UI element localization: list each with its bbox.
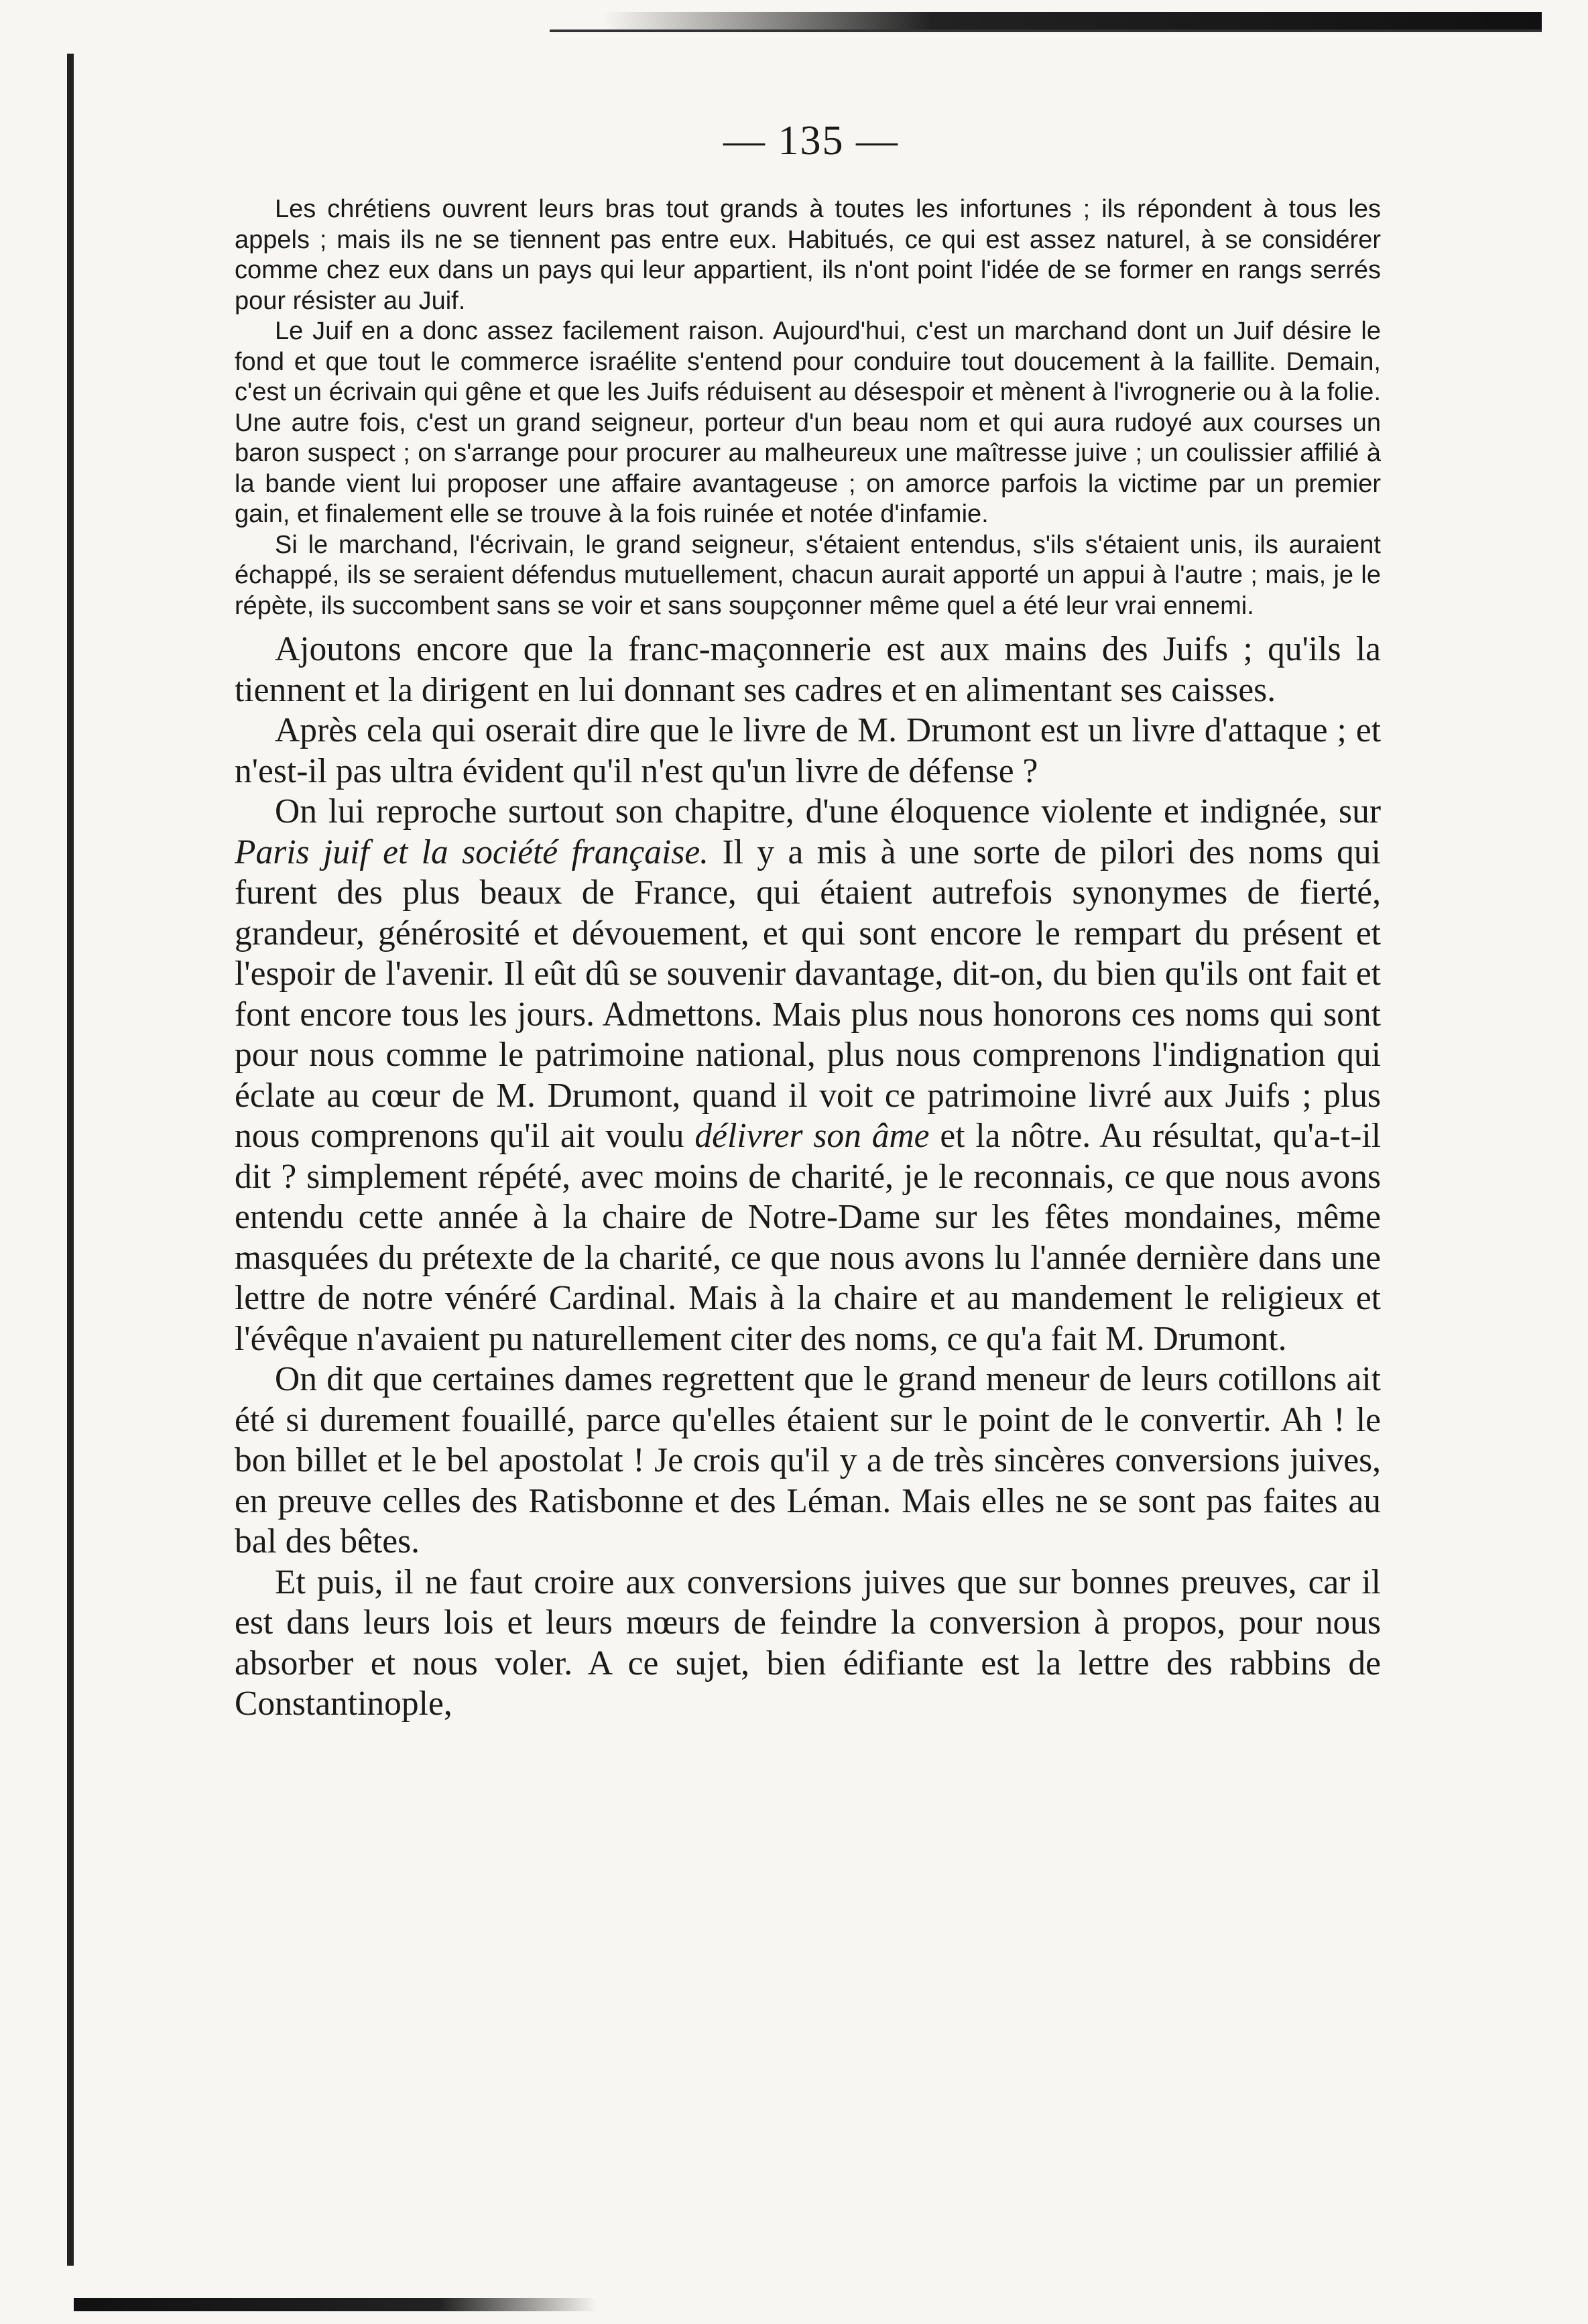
paragraph-chapitre-part-e: et la nôtre. Au résultat, qu'a-t-il dit ? simplement répété, avec moins de charité, je le reconnais, ce que nous avons entendu cette année à la chaire de Notre-Dame sur les fêtes mondaines, même masquées du prétexte de la charité, ce que nous avons lu l'année dernière dans une lettre de notre vénéré Cardinal. Mais à la chaire et au mandement le religieux et l'évêque n'avaient pu naturellement citer des noms, ce qu'a fait M. Drumont. xyxy=(235,1117,1382,1358)
bottom-border-rule xyxy=(74,2298,597,2311)
book-chapter-title: Paris juif et la société française. xyxy=(235,833,709,871)
small-paragraph-2: Le Juif en a donc assez facilement raison. Aujourd'hui, c'est un marchand dont un Juif désire le fond et que tout le commerce israélite s'entend pour conduire tout doucement à la faillite. Demain, c'est un écrivain qui gêne et que les Juifs réduisent au désespoir et mènent à l'ivrognerie ou à la folie. Une autre fois, c'est un grand seigneur, porteur d'un beau nom et qui aura rudoyé aux courses un baron suspect ; on s'arrange pour procurer au malheureux une maîtresse juive ; un coulissier affilié à la bande vient lui proposer une affaire avantageuse ; on amorce parfois la victime par un premier gain, et finalement elle se trouve à la fois ruinée et notée d'infamie. xyxy=(235,317,1381,528)
page-number: — 135 — xyxy=(723,118,899,164)
small-paragraph-1: Les chrétiens ouvrent leurs bras tout grands à toutes les infortunes ; ils répondent à tous les appels ; mais ils ne se tiennent pas entre eux. Habitués, ce qui est assez naturel, à se considérer comme chez eux dans un pays qui leur appartient, ils n'ont point l'idée de se former en rangs serrés pour résister au Juif. xyxy=(235,195,1381,315)
quoted-passage xyxy=(235,194,1381,621)
paragraph-chapitre-part-c: Il y a mis à une sorte de pilori des noms qui furent des plus beaux de France, qui étaient autrefois synonymes de fierté, grandeur, générosité et dévouement, et qui sont encore le rempart du présent et l'espoir de l'avenir. Il eût dû se souvenir davantage, dit-on, du bien qu'ils ont fait et font encore tous les jours. Admettons. Mais plus nous honorons ces noms qui sont pour nous comme le patrimoine national, plus nous comprenons l'indignation qui éclate au cœur de M. Drumont, quand il voit ce patrimoine livré aux Juifs ; plus nous comprenons qu'il ait voulu xyxy=(235,833,1381,1155)
top-border-rule xyxy=(603,12,1542,29)
paragraph-livre-defense: Après cela qui oserait dire que le livre de M. Drumont est un livre d'attaque ; et n'est-il pas ultra évident qu'il n'est qu'un livre de défense ? xyxy=(235,711,1381,790)
paragraph-chapitre-part-a: On lui reproche surtout son chapitre, d'une éloquence violente et indignée, sur xyxy=(275,792,1381,831)
page-body xyxy=(235,194,1381,1725)
paragraph-chapitre xyxy=(235,792,1381,1359)
main-text xyxy=(235,629,1381,1725)
paragraph-conversions: Et puis, il ne faut croire aux conversions juives que sur bonnes preuves, car il est dans leurs lois et leurs mœurs de feindre la conversion à propos, pour nous absorber et nous voler. A ce sujet, bien édifiante est la lettre des rabbins de Constantinople, xyxy=(235,1563,1381,1723)
left-page-edge xyxy=(67,54,74,2266)
top-border-thin-rule xyxy=(550,29,1542,32)
emphasis-delivrer-son-ame: délivrer son âme xyxy=(694,1117,930,1155)
paragraph-franc-maconnerie: Ajoutons encore que la franc-maçonnerie est aux mains des Juifs ; qu'ils la tiennent et la dirigent en lui donnant ses cadres et en alimentant ses caisses. xyxy=(235,630,1381,709)
small-paragraph-3: Si le marchand, l'écrivain, le grand seigneur, s'étaient entendus, s'ils s'étaient unis, ils auraient échappé, ils se seraient défendus mutuellement, chacun aurait apporté un appui à l'autre ; mais, je le répète, ils succombent sans se voir et sans soupçonner même quel a été leur vrai ennemi. xyxy=(235,530,1381,620)
paragraph-cotillons: On dit que certaines dames regrettent que le grand meneur de leurs cotillons ait été si durement fouaillé, parce qu'elles étaient sur le point de le convertir. Ah ! le bon billet et le bel apostolat ! Je crois qu'il y a de très sincères conversions juives, en preuve celles des Ratisbonne et des Léman. Mais elles ne se sont pas faites au bal des bêtes. xyxy=(235,1360,1381,1561)
